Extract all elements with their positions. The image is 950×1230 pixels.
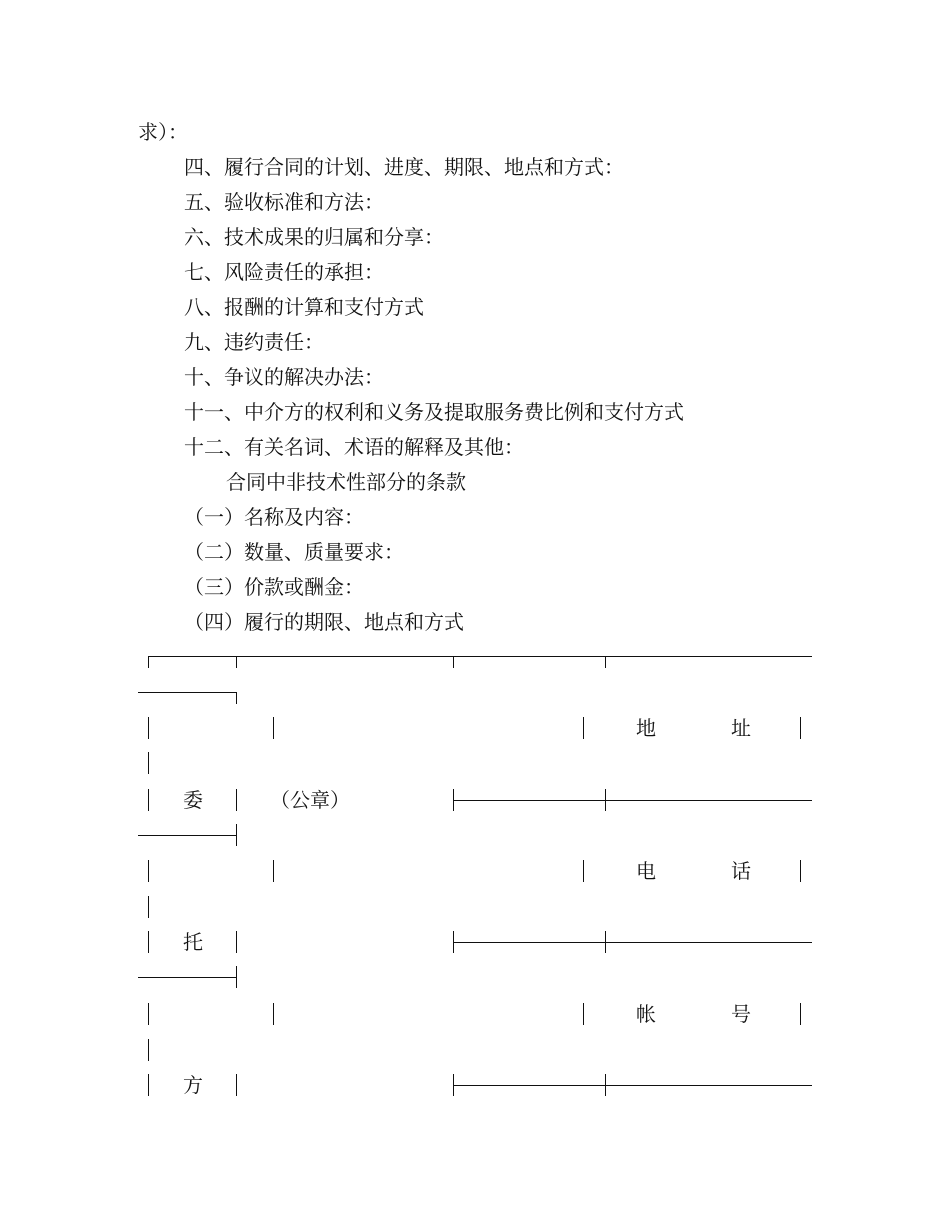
label-account-2: 号	[731, 1002, 751, 1026]
clause-10: 十、争议的解决办法：	[184, 365, 384, 389]
table-left-edge	[148, 1074, 149, 1096]
party-char-1: 委	[183, 788, 203, 812]
table-divider-top	[605, 656, 606, 668]
table-divider	[236, 789, 237, 811]
label-account-1: 帐	[636, 1002, 656, 1026]
subclause-3: （三）价款或酬金：	[184, 575, 364, 599]
table-divider-top	[453, 656, 454, 668]
clause-11: 十一、中介方的权利和义务及提取服务费比例和支付方式	[184, 400, 684, 424]
clause-7: 七、风险责任的承担：	[184, 260, 384, 284]
table-right-edge	[800, 860, 801, 882]
table-divider	[605, 789, 606, 811]
table-left-edge	[148, 789, 149, 811]
subclause-4: （四）履行的期限、地点和方式	[184, 610, 464, 634]
party-char-3: 方	[183, 1073, 203, 1097]
table-row-separator	[453, 800, 812, 801]
table-wrap-segment	[138, 692, 236, 693]
table-left-edge	[148, 1003, 149, 1025]
subclause-1: （一）名称及内容：	[184, 505, 364, 529]
table-divider	[605, 1074, 606, 1096]
clause-5: 五、验收标准和方法：	[184, 190, 384, 214]
table-wrap-segment	[138, 977, 236, 978]
section-heading: 合同中非技术性部分的条款	[226, 470, 466, 494]
table-right-edge	[800, 717, 801, 739]
table-top-border	[148, 656, 812, 657]
text-line-continuation: 求）：	[138, 120, 188, 144]
table-divider	[236, 931, 237, 953]
table-divider	[583, 1003, 584, 1025]
table-right-edge	[800, 1003, 801, 1025]
table-divider-top	[236, 656, 237, 668]
table-divider-wrap	[236, 824, 237, 846]
table-left-edge	[148, 931, 149, 953]
label-address-1: 地	[636, 716, 656, 740]
table-row-separator	[453, 1085, 812, 1086]
clause-8: 八、报酬的计算和支付方式	[184, 295, 424, 319]
clause-4: 四、履行合同的计划、进度、期限、地点和方式：	[184, 155, 624, 179]
label-address-2: 址	[731, 716, 751, 740]
table-left-edge	[148, 860, 149, 882]
table-divider	[583, 860, 584, 882]
clause-9: 九、违约责任：	[184, 330, 324, 354]
table-divider	[583, 717, 584, 739]
table-left-edge	[148, 717, 149, 739]
table-corner-top-left	[148, 656, 149, 668]
table-divider	[605, 931, 606, 953]
party-char-2: 托	[183, 930, 203, 954]
table-divider	[273, 1003, 274, 1025]
table-left-edge-wrap	[148, 752, 149, 774]
table-left-edge-wrap	[148, 1039, 149, 1061]
table-left-edge-wrap	[148, 896, 149, 918]
label-phone-2: 话	[731, 859, 751, 883]
clause-12: 十二、有关名词、术语的解释及其他：	[184, 435, 524, 459]
table-divider-wrap	[236, 966, 237, 988]
clause-6: 六、技术成果的归属和分享：	[184, 225, 444, 249]
table-divider	[273, 717, 274, 739]
table-divider	[273, 860, 274, 882]
table-row-separator	[453, 942, 812, 943]
table-divider-wrap	[236, 692, 237, 704]
subclause-2: （二）数量、质量要求：	[184, 540, 404, 564]
label-phone-1: 电	[636, 859, 656, 883]
table-wrap-segment	[138, 835, 236, 836]
table-divider	[236, 1074, 237, 1096]
seal-label: （公章）	[270, 788, 350, 812]
